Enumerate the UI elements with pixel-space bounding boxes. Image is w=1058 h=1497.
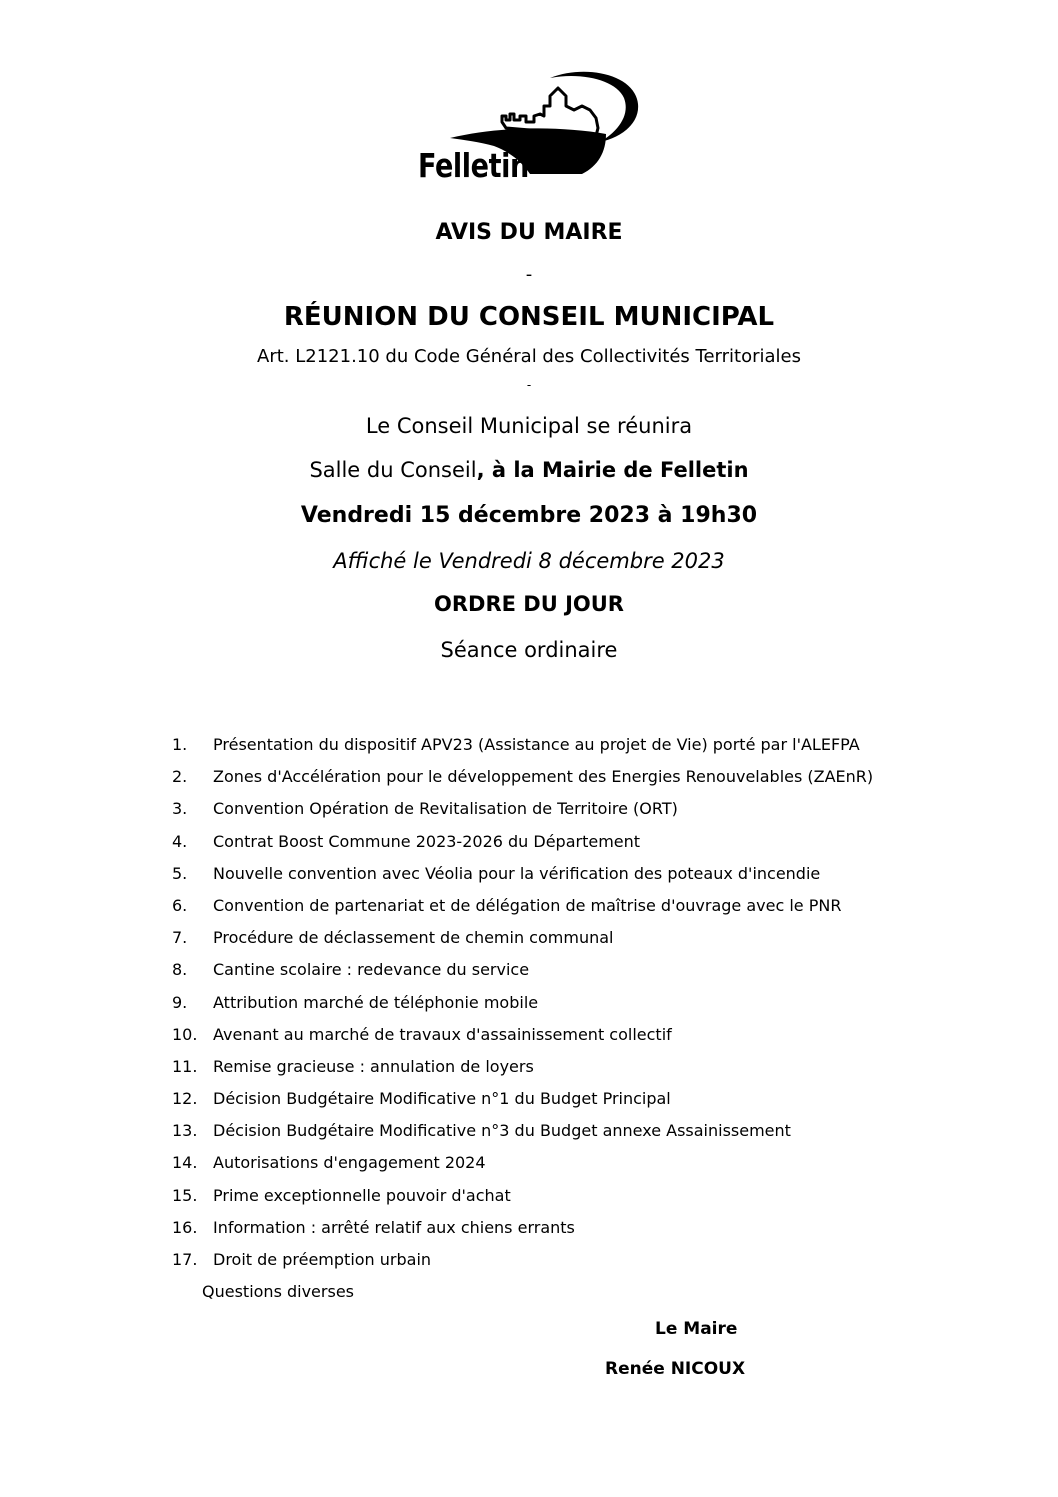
item-text: Convention Opération de Revitalisation de Territoire (ORT) [213,799,678,819]
list-item [0,928,1058,960]
item-text: Décision Budgétaire Modificative n°1 du Budget Principal [213,1089,671,1109]
list-item [0,1250,1058,1282]
item-number: 9. [172,992,188,1012]
agenda-list [0,735,1058,1282]
list-item [0,1186,1058,1218]
item-number: 16. [172,1217,198,1237]
session-type: Séance ordinaire [440,638,618,662]
list-item [0,1057,1058,1089]
item-text: Avenant au marché de travaux d'assainissement collectif [213,1024,672,1044]
item-number: 15. [172,1185,198,1205]
signature-name: Renée NICOUX [605,1359,746,1379]
notice-title: AVIS DU MAIRE [435,220,623,245]
item-number: 1. [172,735,188,754]
legal-reference: Art. L2121.10 du Code Général des Collectivités Territoriales [257,346,801,367]
agenda-title: ORDRE DU JOUR [434,592,624,616]
item-number: 12. [172,1089,198,1109]
list-item [0,1218,1058,1250]
posted-date: Affiché le Vendredi 8 décembre 2023 [333,549,725,573]
meeting-date: Vendredi 15 décembre 2023 à 19h30 [300,503,758,528]
meeting-intro: Le Conseil Municipal se réunira [365,414,693,438]
item-text: Prime exceptionnelle pouvoir d'achat [213,1185,511,1205]
item-text: Convention de partenariat et de délégation de maîtrise d'ouvrage avec le PNR [213,895,842,915]
location-room: Salle du Conseil [309,458,477,482]
signature-role: Le Maire [655,1319,738,1339]
item-text: Procédure de déclassement de chemin communal [213,928,614,948]
item-text: Contrat Boost Commune 2023-2026 du Département [213,831,641,851]
location-town-hall: , à la Mairie de Felletin [476,458,749,482]
separator: - [526,378,532,392]
item-text: Droit de préemption urbain [213,1250,432,1269]
item-number: 5. [172,863,188,883]
felletin-logo [410,66,650,196]
item-number: 2. [172,767,188,787]
item-number: 10. [172,1024,198,1044]
list-item [0,864,1058,896]
meeting-location [0,458,1058,482]
item-number: 13. [172,1121,198,1141]
item-number: 17. [172,1250,198,1269]
item-number: 8. [172,960,188,980]
list-item [0,1153,1058,1185]
list-item [0,896,1058,928]
item-number: 14. [172,1153,198,1173]
other-questions: Questions diverses [202,1282,354,1301]
item-number: 11. [172,1056,198,1076]
list-item [0,832,1058,864]
item-number: 6. [172,895,188,915]
item-text: Attribution marché de téléphonie mobile [213,992,539,1012]
list-item [0,735,1058,767]
item-text: Cantine scolaire : redevance du service [213,960,530,980]
page-title: RÉUNION DU CONSEIL MUNICIPAL [283,302,775,332]
item-text: Nouvelle convention avec Véolia pour la vérification des poteaux d'incendie [213,863,821,883]
item-text: Zones d'Accélération pour le développement des Energies Renouvelables (ZAEnR) [213,767,874,787]
item-text: Information : arrêté relatif aux chiens errants [213,1217,575,1237]
list-item [0,1025,1058,1057]
list-item [0,799,1058,831]
item-number: 7. [172,928,188,948]
logo-text: Felletin [418,146,529,185]
item-text: Décision Budgétaire Modificative n°3 du Budget annexe Assainissement [213,1121,791,1141]
separator: - [525,264,533,285]
list-item [0,767,1058,799]
list-item [0,993,1058,1025]
list-item [0,960,1058,992]
item-number: 4. [172,831,188,851]
item-text: Présentation du dispositif APV23 (Assistance au projet de Vie) porté par l'ALEFPA [213,735,860,754]
item-number: 3. [172,799,188,819]
item-text: Autorisations d'engagement 2024 [213,1153,486,1173]
list-item [0,1089,1058,1121]
item-text: Remise gracieuse : annulation de loyers [213,1056,534,1076]
list-item [0,1121,1058,1153]
